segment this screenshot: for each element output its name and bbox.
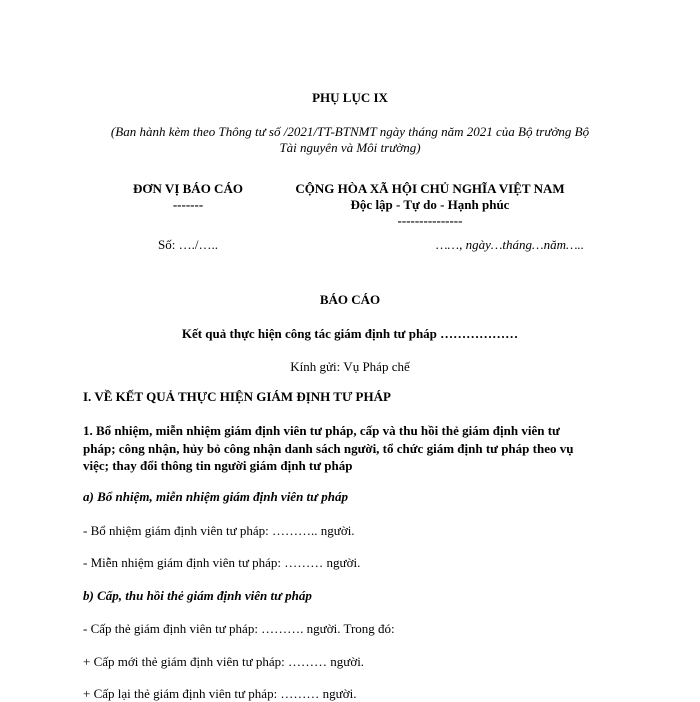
document-date: ……, ngày…tháng…năm…..	[435, 237, 585, 252]
national-motto: Độc lập - Tự do - Hạnh phúc	[350, 197, 510, 212]
reporting-unit-dashes: -------	[172, 197, 204, 212]
appendix-title: PHỤ LỤC IX	[312, 90, 388, 105]
dismissal-line: - Miễn nhiệm giám định viên tư pháp: ……… người.	[83, 555, 361, 570]
card-issue-line: - Cấp thẻ giám định viên tư pháp: ………. người. Trong đó:	[83, 621, 395, 636]
report-title: BÁO CÁO	[319, 292, 381, 307]
issued-note-line-1: (Ban hành kèm theo Thông tư số /2021/TT-BTNMT ngày tháng năm 2021 của Bộ trưởng Bộ	[110, 124, 590, 139]
issued-note-line-2: Tài nguyên và Môi trường)	[279, 140, 421, 155]
subsection-a-heading: a) Bổ nhiệm, miễn nhiệm giám định viên tư pháp	[83, 489, 348, 504]
card-new-line: + Cấp mới thẻ giám định viên tư pháp: ……… người.	[83, 654, 365, 669]
document-number: Số: …./…..	[158, 237, 218, 252]
item-1-line-3: việc; thay đổi thông tin người giám định tư pháp	[83, 458, 353, 473]
national-title: CỘNG HÒA XÃ HỘI CHỦ NGHĨA VIỆT NAM	[295, 181, 565, 196]
reporting-unit-label: ĐƠN VỊ BÁO CÁO	[133, 181, 243, 196]
subsection-b-heading: b) Cấp, thu hồi thẻ giám định viên tư pháp	[83, 588, 312, 603]
card-reissue-line: + Cấp lại thẻ giám định viên tư pháp: ……… người.	[83, 686, 357, 701]
report-recipient: Kính gửi: Vụ Pháp chế	[290, 359, 410, 374]
appointment-line: - Bổ nhiệm giám định viên tư pháp: ……….. người.	[83, 523, 355, 538]
section-1-heading: I. VỀ KẾT QUẢ THỰC HIỆN GIÁM ĐỊNH TƯ PHÁP	[83, 389, 391, 404]
national-dashes: ---------------	[397, 213, 463, 228]
item-1-line-1: 1. Bổ nhiệm, miễn nhiệm giám định viên tư pháp, cấp và thu hồi thẻ giám định viên tư	[83, 423, 560, 438]
report-subtitle: Kết quả thực hiện công tác giám định tư pháp ………………	[181, 326, 519, 341]
item-1-line-2: pháp; công nhận, hủy bỏ công nhận danh sách người, tổ chức giám định tư pháp theo vụ	[83, 441, 574, 456]
